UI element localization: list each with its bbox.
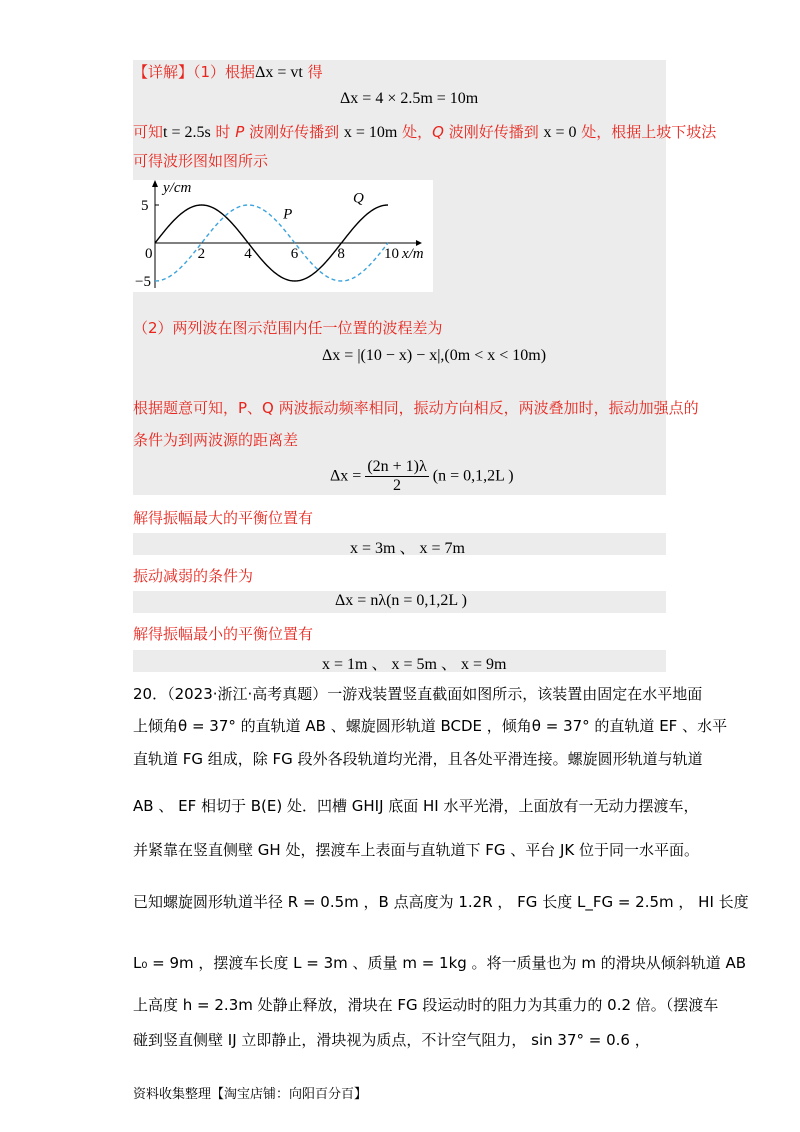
x-tick-label: 6: [290, 246, 299, 262]
solution-tag: 【详解】: [133, 63, 194, 81]
eq6: x = 1m 、 x = 5m 、 x = 9m: [322, 656, 507, 673]
line3-q: Q: [432, 123, 444, 141]
eq3-fraction: [365, 458, 428, 495]
x-tick-label: 0: [145, 246, 153, 262]
line3-x10: x = 10m: [343, 124, 398, 141]
y-tick-label: −5: [135, 274, 151, 290]
question-line-6: 已知螺旋圆形轨道半径 R = 0.5m ，B 点高度为 1.2R ， FG 长度 L_FG = 2.5m ， HI 长度: [133, 893, 749, 911]
question-line-4: AB 、 EF 相切于 B(E) 处．凹槽 GHIJ 底面 HI 水平光滑，上面放有一无动力摆渡车，: [133, 797, 699, 815]
part1-line: [133, 62, 323, 83]
page-footer: 资料收集整理【淘宝店铺：向阳百分百】: [133, 1087, 368, 1102]
x-tick-label: 2: [197, 246, 206, 262]
line3-c: 波刚好传播到: [244, 123, 344, 141]
line3: [133, 122, 716, 143]
line6: 根据题意可知，P、Q 两波振动频率相同，振动方向相反，两波叠加时，振动加强点的: [133, 399, 699, 417]
eq3-den: 2: [393, 477, 402, 494]
part2-intro: （2）两列波在图示范围内任一位置的波程差为: [133, 319, 443, 337]
part1-suffix: 得: [302, 63, 323, 81]
annotation-q: Q: [353, 190, 364, 207]
line3-b: 时: [210, 123, 236, 141]
line3-a: 可知: [133, 123, 164, 141]
line3-e: 波刚好传播到: [443, 123, 544, 141]
line3-f: 处，根据上坡下坡法: [576, 123, 717, 141]
part1-intro: （1）根据: [193, 63, 256, 81]
x-tick-label: 8: [337, 246, 345, 262]
annotation-p: P: [283, 206, 293, 223]
eq5: Δx = nλ(n = 0,1,2L ): [335, 592, 467, 609]
eq1: Δx = 4 × 2.5m = 10m: [340, 90, 479, 107]
question-line-1: 20．（2023·浙江·高考真题）一游戏装置竖直截面如图所示，该装置由固定在水平地面: [133, 685, 703, 703]
question-line-7: L₀ = 9m ，摆渡车长度 L = 3m 、质量 m = 1kg 。将一质量也为 m 的滑块从倾斜轨道 AB: [133, 954, 747, 972]
question-line-9: 碰到竖直侧壁 IJ 立即静止，滑块视为质点，不计空气阻力， sin 37° = 0.6 ，: [133, 1031, 650, 1049]
y-axis-label: y/cm: [163, 180, 192, 196]
question-line-3: 直轨道 FG 组成，除 FG 段外各段轨道均光滑，且各处平滑连接。螺旋圆形轨道与轨道: [133, 750, 703, 768]
eq3-num: (2n + 1)λ: [367, 458, 427, 475]
line9: 振动减弱的条件为: [133, 567, 254, 585]
line8: 解得振幅最大的平衡位置有: [133, 509, 314, 527]
line3-t: t = 2.5s: [163, 124, 211, 141]
x-tick-label: 4: [244, 246, 252, 262]
eq3-lhs: Δx =: [330, 467, 362, 485]
eq3: [330, 458, 514, 495]
y-tick-label: 5: [141, 198, 149, 214]
question-line-8: 上高度 h = 2.3m 处静止释放，滑块在 FG 段运动时的阻力为其重力的 0.2 倍。（摆渡车: [133, 996, 719, 1014]
line3-x0: x = 0: [543, 124, 577, 141]
y-axis-arrow: [152, 180, 158, 187]
line4: 可得波形图如图所示: [133, 152, 269, 170]
chart-axes: [152, 180, 422, 288]
question-line-2: 上倾角θ = 37° 的直轨道 AB 、螺旋圆形轨道 BCDE ，倾角θ = 37° 的直轨道 EF 、水平: [133, 717, 728, 735]
line3-p: P: [235, 123, 245, 141]
eq4: x = 3m 、 x = 7m: [350, 540, 465, 557]
question-line-5: 并紧靠在竖直侧壁 GH 处，摆渡车上表面与直轨道下 FG 、平台 JK 位于同一水平面。: [133, 841, 700, 859]
wave-chart: [133, 180, 433, 292]
line10: 解得振幅最小的平衡位置有: [133, 625, 314, 643]
x-axis-label: x/m: [401, 246, 424, 262]
x-tick-label: 10: [384, 246, 399, 262]
eq2: Δx = |(10 − x) − x|,(0m < x < 10m): [322, 347, 547, 364]
part1-formula: Δx = vt: [255, 64, 303, 81]
eq3-rhs: (n = 0,1,2L ): [432, 467, 514, 485]
line3-d: 处，: [397, 123, 433, 141]
chart-labels: [135, 180, 424, 290]
line7: 条件为到两波源的距离差: [133, 431, 299, 449]
